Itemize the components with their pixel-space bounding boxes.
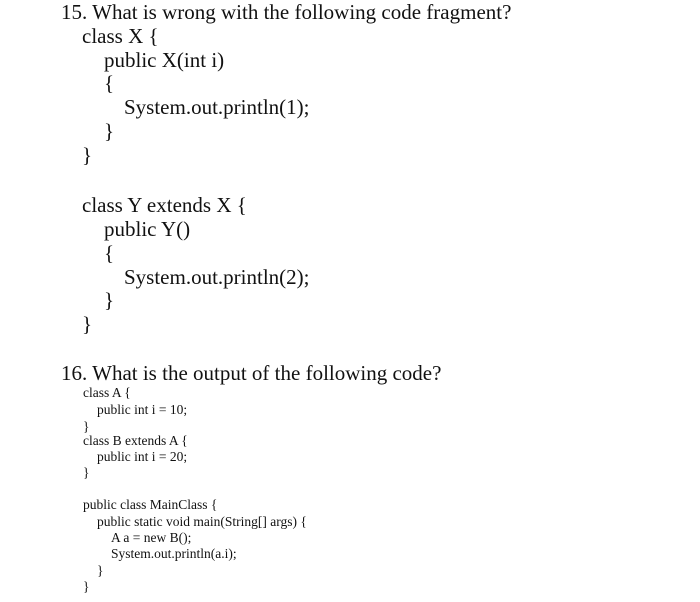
code-line: class B extends A { [83,433,188,448]
code-line: System.out.println(2); [124,265,310,289]
code-line: } [83,419,90,434]
code-line: } [104,288,115,312]
code-line: } [82,312,93,336]
code-line: { [104,71,115,95]
code-line: } [82,143,93,167]
code-line: { [104,241,115,265]
code-line: public X(int i) [104,48,225,72]
code-line: class A { [83,385,131,400]
code-line: } [83,579,90,594]
question-16-heading: 16. What is the output of the following code? [61,361,442,385]
code-line: System.out.println(a.i); [111,546,237,561]
code-line: public static void main(String[] args) { [97,514,307,529]
code-line: public class MainClass { [83,497,218,512]
code-line: class X { [82,24,159,48]
question-15-heading: 15. What is wrong with the following code fragment? [61,0,512,24]
code-line: public int i = 20; [97,449,188,464]
code-line: } [83,465,90,480]
code-line: A a = new B(); [111,530,192,545]
code-line: } [97,563,104,578]
code-line: System.out.println(1); [124,95,310,119]
code-line: } [104,119,115,143]
code-line: class Y extends X { [82,193,247,217]
code-line: public int i = 10; [97,402,188,417]
code-line: public Y() [104,217,191,241]
